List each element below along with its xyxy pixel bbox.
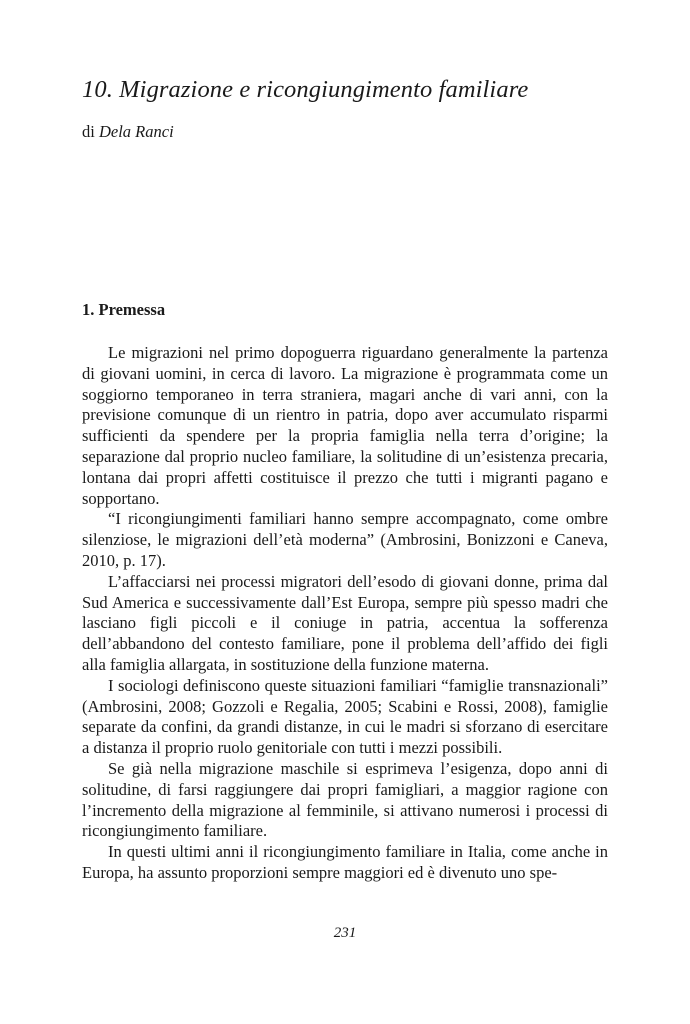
paragraph: “I ricongiungimenti familiari hanno sempre accompagnato, come ombre silenziose, le migrazioni dell’età moderna” (Ambrosini, Bonizzoni e Caneva, 2010, p. 17). bbox=[82, 509, 608, 570]
section-heading: 1. Premessa bbox=[82, 300, 166, 319]
body-text bbox=[82, 343, 608, 884]
paragraph: L’affacciarsi nei processi migratori dell’esodo di giovani donne, prima dal Sud America e successivamente dall’Est Europa, sempre più spesso madri che lasciano figli piccoli e il coniuge in patria, accentua la sofferenza dell’abbandono del contesto familiare, pone il problema dell’affido dei figli alla famiglia allargata, in sostituzione della funzione materna. bbox=[82, 571, 608, 674]
paragraph: In questi ultimi anni il ricongiungimento familiare in Italia, come anche in Europa, ha assunto proporzioni sempre maggiori ed è divenuto uno spe- bbox=[82, 842, 608, 882]
paragraph: I sociologi definiscono queste situazioni familiari “famiglie transnazionali” (Ambrosini, 2008; Gozzoli e Regalia, 2005; Scabini e Rossi, 2008), famiglie separate da confini, da grandi distanze, in cui le madri si sforzano di esercitare a distanza il proprio ruolo genitoriale con tutti i mezzi possibili. bbox=[82, 675, 608, 758]
page-number: 231 bbox=[333, 925, 357, 941]
paragraph: Le migrazioni nel primo dopoguerra riguardano generalmente la partenza di giovani uomini, in cerca di lavoro. La migrazione è programmata come un soggiorno temporaneo in terra straniera, magari anche di vari anni, con la previsione comunque di un rientro in patria, dopo aver accumulato risparmi sufficienti da spendere per la propria famiglia nella terra d’origine; la separazione dal proprio nucleo familiare, la solitudine di un’esistenza precaria, lontana dai propri affetti costituisce il prezzo che tutti i migranti pagano e sopportano. bbox=[82, 343, 608, 508]
chapter-title: 10. Migrazione e ricongiungimento familiare bbox=[82, 76, 529, 103]
paragraph: Se già nella migrazione maschile si esprimeva l’esigenza, dopo anni di solitudine, di farsi raggiungere dai propri famigliari, a maggior ragione con l’incremento della migrazione al femminile, si attivano numerosi i processi di ricongiungimento familiare. bbox=[82, 758, 608, 841]
author-line bbox=[82, 122, 174, 142]
author-prefix: di bbox=[82, 122, 99, 141]
author-name: Dela Ranci bbox=[98, 122, 174, 141]
